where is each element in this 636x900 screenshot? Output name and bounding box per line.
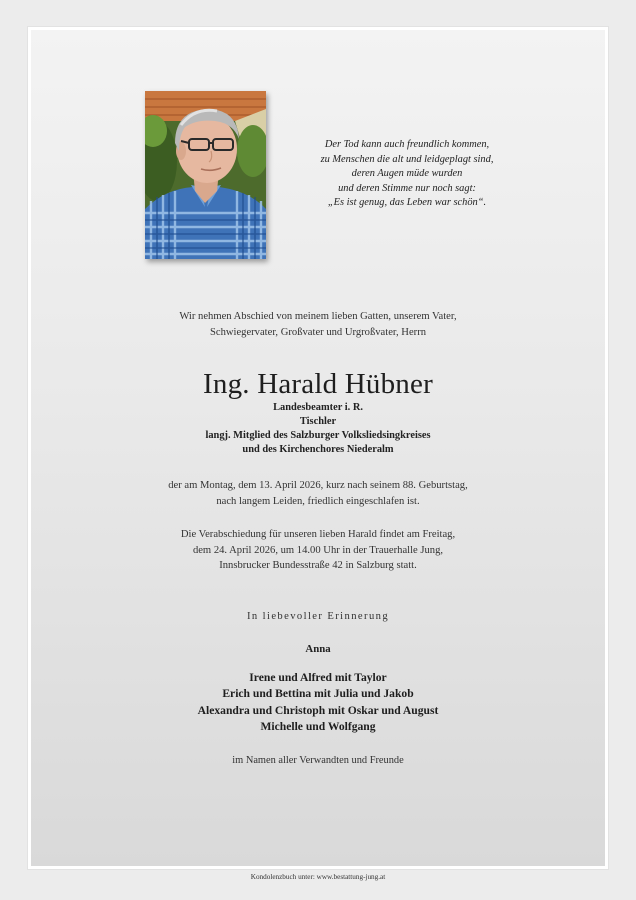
farewell-line: Die Verabschiedung für unseren lieben Harald findet am Freitag,	[180, 529, 456, 540]
spouse-name: Anna	[305, 643, 331, 655]
obituary-card	[28, 27, 608, 869]
farewell-line: dem 24. April 2026, um 14.00 Uhr in der Trauerhalle Jung,	[192, 544, 444, 556]
poem-line: „Es ist genug, das Leben war schön“.	[327, 197, 487, 209]
death-line: der am Montag, dem 13. April 2026, kurz nach seinem 88. Geburtstag,	[168, 480, 468, 491]
family-line: Erich und Bettina mit Julia und Jakob	[222, 687, 414, 701]
portrait-photo	[145, 91, 266, 259]
memory-heading: In liebevoller Erinnerung	[246, 611, 390, 622]
farewell-line: Innsbrucker Bundesstraße 42 in Salzburg statt.	[219, 560, 417, 571]
title-line: Tischler	[299, 416, 337, 427]
title-line: langj. Mitglied des Salzburger Volksliedsingkreises	[205, 430, 431, 441]
poem-line: und deren Stimme nur noch sagt:	[338, 182, 476, 194]
family-line: Irene und Alfred mit Taylor	[249, 671, 387, 684]
farewell-notice	[31, 527, 605, 574]
death-notice	[31, 478, 605, 509]
poem-line: zu Menschen die alt und leidgeplagt sind,	[320, 153, 494, 165]
family-line: Alexandra und Christoph mit Oskar und August	[197, 703, 439, 717]
title-line: und des Kirchenchores Niederalm	[242, 444, 394, 455]
intro-line: Schwiegervater, Großvater und Urgroßvater, Herrn	[209, 326, 427, 338]
intro-line: Wir nehmen Abschied von meinem lieben Gatten, unserem Vater,	[179, 311, 457, 322]
poem-quote	[285, 138, 529, 211]
relatives-note: im Namen aller Verwandten und Freunde	[232, 755, 404, 766]
family-line: Michelle und Wolfgang	[260, 720, 376, 734]
death-line: nach langem Leiden, friedlich eingeschlafen ist.	[216, 495, 420, 507]
poem-line: deren Augen müde wurden	[351, 168, 463, 180]
poem-line: Der Tod kann auch freundlich kommen,	[324, 139, 490, 150]
deceased-name: Ing. Harald Hübner	[203, 368, 433, 400]
intro-text	[31, 309, 605, 340]
condolence-footer: Kondolenzbuch unter: www.bestattung-jung.at	[250, 873, 386, 881]
title-line: Landesbeamter i. R.	[273, 402, 363, 413]
family-list	[31, 670, 605, 736]
deceased-titles	[31, 401, 605, 457]
